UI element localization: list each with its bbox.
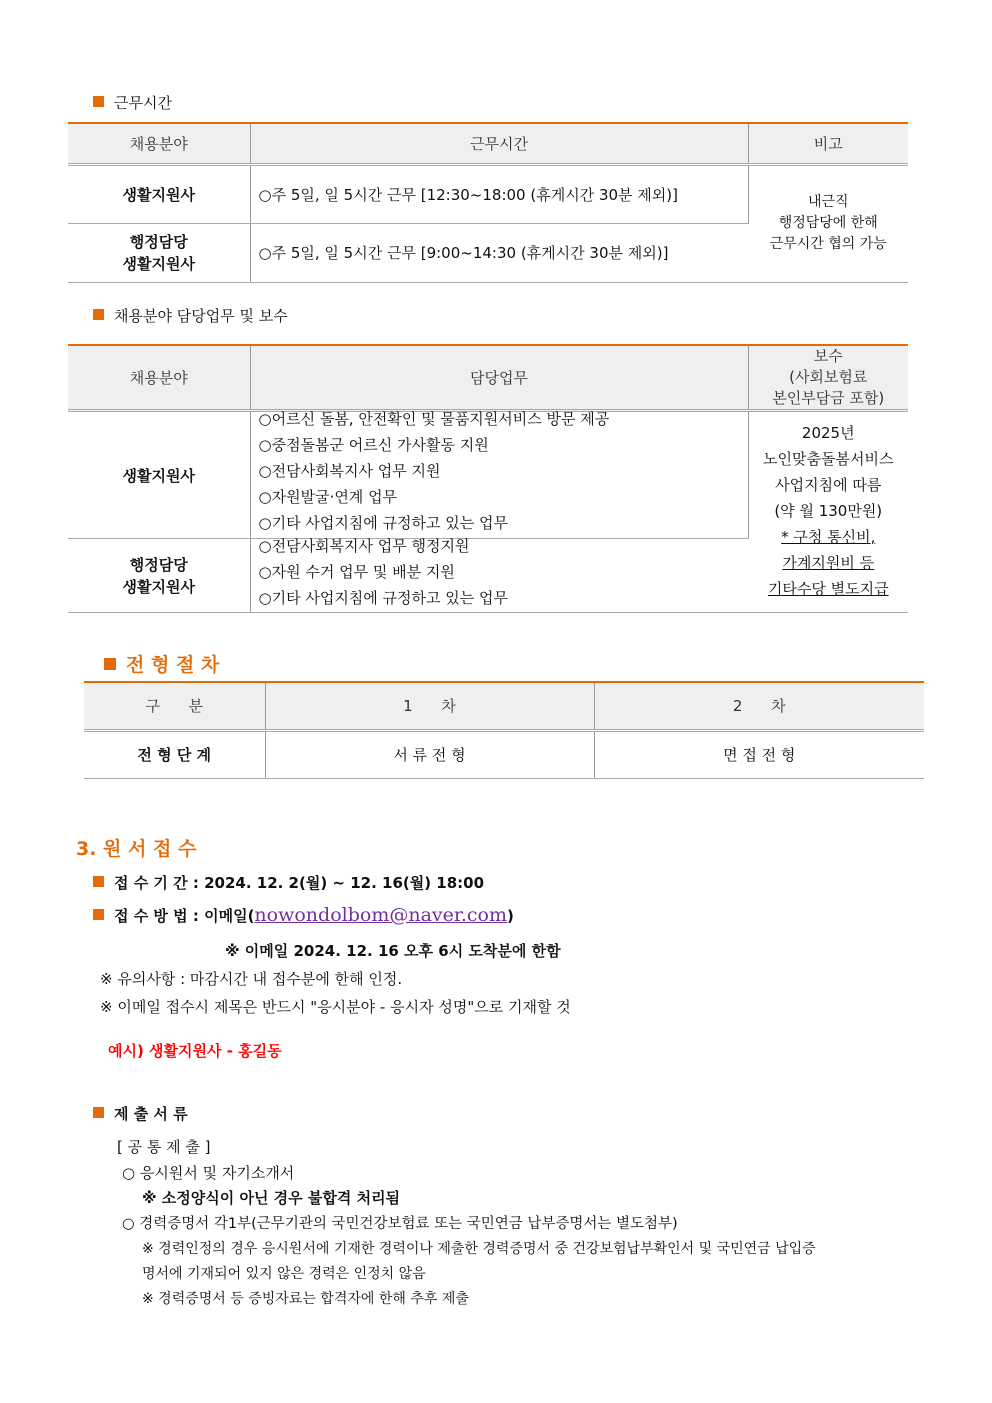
doc-item-career-note: ※ 경력인정의 경우 응시원서에 기재한 경력이나 제출한 경력증명서 중 건강보험납부확인서 및 국민연금 납입증 xyxy=(142,1241,816,1257)
square-bullet-icon xyxy=(93,1107,104,1118)
period-line xyxy=(93,872,484,893)
selection-table xyxy=(84,681,924,779)
field-line: 행정담당 xyxy=(129,555,188,574)
field-cell xyxy=(68,223,250,282)
field-line: 생활지원사 xyxy=(122,254,195,273)
period-value: 2024. 12. 2(월) ~ 12. 16(월) 18:00 xyxy=(204,874,485,892)
field-cell xyxy=(68,539,250,613)
note-line: 내근직 xyxy=(807,194,849,210)
email-note: ※ 이메일 2024. 12. 16 오후 6시 도착분에 한함 xyxy=(225,942,561,960)
header-cell: 근무시간 xyxy=(250,123,748,164)
note-cell xyxy=(748,164,908,282)
square-bullet-icon xyxy=(93,876,104,887)
header-line: 보수 xyxy=(813,347,843,365)
documents-heading: 제 출 서 류 xyxy=(93,1103,188,1124)
table-header-row xyxy=(84,682,924,730)
table-row xyxy=(68,411,908,539)
duty-item: ○어르신 돌봄, 안전확인 및 물품지원서비스 방문 제공 xyxy=(258,410,610,428)
application-heading: 3. 원 서 접 수 xyxy=(76,838,197,860)
period-label: 접 수 기 간 : xyxy=(114,874,199,892)
duty-item: ○중점돌봄군 어르신 가사활동 지원 xyxy=(258,436,489,454)
note-line: 근무시간 협의 가능 xyxy=(769,236,887,252)
field-line: 생활지원사 xyxy=(122,577,195,596)
stage-label-cell: 전 형 단 계 xyxy=(84,730,265,778)
method-prefix: 이메일( xyxy=(204,907,255,925)
doc-item-career: ○ 경력증명서 각1부(근무기관의 국민건강보험료 또는 국민연금 납부증명서는 별도첨부) xyxy=(122,1216,678,1232)
duty-item: ○기타 사업지침에 규정하고 있는 업무 xyxy=(258,514,509,532)
header-cell: 2 차 xyxy=(594,682,924,730)
email-link[interactable]: nowondolbom@naver.com xyxy=(254,904,508,926)
field-cell: 생활지원사 xyxy=(68,411,250,539)
square-bullet-icon xyxy=(93,96,104,107)
duty-item: ○전담사회복지사 업무 행정지원 xyxy=(258,537,470,555)
header-cell: 담당업무 xyxy=(250,345,748,411)
notice-deadline: ※ 유의사항 : 마감시간 내 접수분에 한해 인정. xyxy=(100,970,403,988)
header-cell: 비고 xyxy=(748,123,908,164)
header-cell: 구 분 xyxy=(84,682,265,730)
method-suffix: ) xyxy=(507,907,514,925)
hours-cell: ○주 5일, 일 5시간 근무 [9:00~14:30 (휴게시간 30분 제외)] xyxy=(250,223,748,282)
work-hours-table xyxy=(68,122,908,283)
header-cell: 1 차 xyxy=(265,682,594,730)
header-line: (사회보험료 xyxy=(789,368,868,386)
selection-title: 전 형 절 차 xyxy=(104,650,219,677)
work-hours-title: 근무시간 xyxy=(93,92,172,113)
field-cell: 생활지원사 xyxy=(68,164,250,223)
stage1-cell: 서 류 전 형 xyxy=(265,730,594,778)
doc-item-application-note: ※ 소정양식이 아닌 경우 불합격 처리됨 xyxy=(142,1189,401,1207)
table-row xyxy=(68,164,908,223)
pay-note-line: 기타수당 별도지급 xyxy=(767,580,889,598)
pay-line: 노인맞춤돌봄서비스 xyxy=(763,450,894,468)
note-line: 행정담당에 한해 xyxy=(778,215,878,231)
duty-item: ○자원발굴·연계 업무 xyxy=(258,488,398,506)
doc-item-proof-note: ※ 경력증명서 등 증빙자료는 합격자에 한해 추후 제출 xyxy=(142,1291,469,1307)
pay-cell xyxy=(748,411,908,613)
header-cell: 채용분야 xyxy=(68,123,250,164)
hours-cell: ○주 5일, 일 5시간 근무 [12:30~18:00 (휴게시간 30분 제외)] xyxy=(250,164,748,223)
header-cell: 채용분야 xyxy=(68,345,250,411)
pay-line: 사업지침에 따름 xyxy=(775,476,882,494)
example-text: 예시) 생활지원사 - 홍길동 xyxy=(108,1042,282,1060)
doc-item-career-note-cont: 명서에 기재되어 있지 않은 경력은 인정치 않음 xyxy=(142,1266,426,1282)
pay-note-line: * 구청 통신비, xyxy=(781,528,876,546)
duties-cell xyxy=(250,539,748,613)
duties-table xyxy=(68,344,908,613)
square-bullet-icon xyxy=(93,909,104,920)
duties-title: 채용분야 담당업무 및 보수 xyxy=(93,305,288,326)
table-header-row xyxy=(68,123,908,164)
header-cell xyxy=(748,345,908,411)
doc-item-application: ○ 응시원서 및 자기소개서 xyxy=(122,1164,295,1182)
square-bullet-icon xyxy=(93,309,104,320)
method-line xyxy=(93,904,514,926)
duty-item: ○전담사회복지사 업무 지원 xyxy=(258,462,441,480)
duties-cell xyxy=(250,411,748,539)
notice-subject: ※ 이메일 접수시 제목은 반드시 "응시분야 - 응시자 성명"으로 기재할 것 xyxy=(100,998,571,1016)
duty-item: ○기타 사업지침에 규정하고 있는 업무 xyxy=(258,589,509,607)
header-line: 본인부담금 포함) xyxy=(772,389,885,407)
field-line: 행정담당 xyxy=(129,232,188,251)
stage2-cell: 면 접 전 형 xyxy=(594,730,924,778)
square-bullet-icon xyxy=(104,658,116,670)
table-header-row xyxy=(68,345,908,411)
duty-item: ○자원 수거 업무 및 배분 지원 xyxy=(258,563,455,581)
method-label: 접 수 방 법 : xyxy=(114,907,199,925)
table-row xyxy=(84,730,924,778)
pay-line: 2025년 xyxy=(801,424,855,442)
pay-note-line: 가계지원비 등 xyxy=(782,554,875,572)
common-label: [ 공 통 제 출 ] xyxy=(117,1138,211,1156)
pay-line: (약 월 130만원) xyxy=(774,502,883,520)
